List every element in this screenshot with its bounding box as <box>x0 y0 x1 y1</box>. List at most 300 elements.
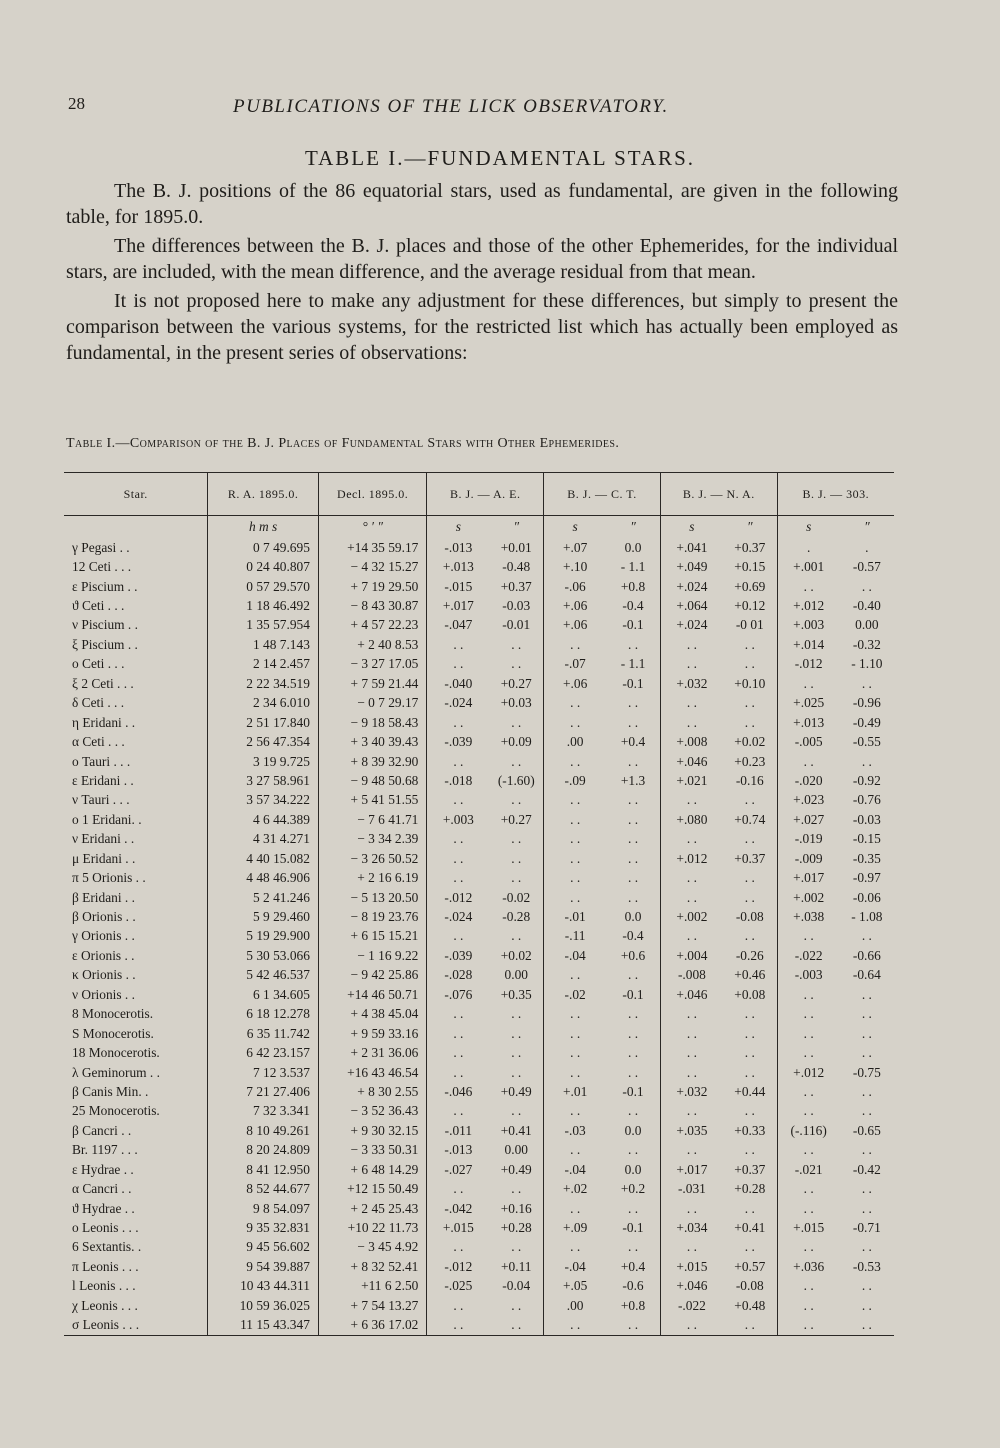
dec-value: − 3 45 4.92 <box>318 1238 426 1257</box>
ae-arcsec: . . <box>511 1297 522 1313</box>
ae-seconds: . . <box>427 1179 490 1198</box>
ct-seconds: +.01 <box>544 1082 607 1101</box>
p303-seconds: +.013 <box>777 713 840 732</box>
na-arcsec: +0.44 <box>734 1083 766 1099</box>
ae-arcsec: +0.27 <box>500 675 532 691</box>
running-title: PUBLICATIONS OF THE LICK OBSERVATORY. <box>233 96 669 117</box>
p303-arcsec: -0.15 <box>852 831 881 847</box>
table-row <box>64 1121 894 1140</box>
table-row <box>64 596 894 615</box>
ra-value: 3 27 58.961 <box>208 771 319 790</box>
p303-arcsec: -0.55 <box>852 734 881 750</box>
na-seconds: +.032 <box>660 1082 723 1101</box>
p303-seconds: +.001 <box>777 557 840 576</box>
p303-arcsec: -0.57 <box>852 559 881 575</box>
p303-arcsec: -0.40 <box>852 598 881 614</box>
p303-seconds: +.012 <box>777 1063 840 1082</box>
ae-arcsec: . . <box>511 870 522 886</box>
star-name: η Eridani . . <box>72 714 136 730</box>
ae-arcsec: 0.00 <box>504 967 528 983</box>
na-arcsec: . . <box>744 1317 755 1333</box>
table-row <box>64 1179 894 1198</box>
ct-arcsec: . . <box>628 967 639 983</box>
running-head <box>68 92 900 122</box>
ct-arcsec: . . <box>628 753 639 769</box>
ae-arcsec: . . <box>511 1006 522 1022</box>
p303-arcsec: . . <box>861 1045 872 1061</box>
p303-seconds: -.005 <box>777 732 840 751</box>
ct-arcsec: . . <box>628 1200 639 1216</box>
ae-seconds: -.015 <box>427 577 490 596</box>
ra-value: 5 42 46.537 <box>208 966 319 985</box>
table-row <box>64 1218 894 1237</box>
p303-arcsec: . . <box>861 1278 872 1294</box>
p303-arcsec: . . <box>861 1025 872 1041</box>
p303-seconds: . . <box>777 927 840 946</box>
ra-value: 5 9 29.460 <box>208 907 319 926</box>
ae-seconds: . . <box>427 1063 490 1082</box>
ra-value: 4 40 15.082 <box>208 849 319 868</box>
na-seconds: +.041 <box>660 538 723 557</box>
na-arcsec: . . <box>744 1200 755 1216</box>
table-row <box>64 732 894 751</box>
p303-arcsec: . . <box>861 1297 872 1313</box>
units-cell: s <box>427 516 490 539</box>
table-row <box>64 1160 894 1179</box>
table-row <box>64 1082 894 1101</box>
ct-arcsec: . . <box>628 1142 639 1158</box>
p303-seconds: +.017 <box>777 868 840 887</box>
na-arcsec: +0.37 <box>734 539 766 555</box>
table-row <box>64 1296 894 1315</box>
star-name: ϑ Hydrae . . <box>72 1200 135 1216</box>
ct-seconds: . . <box>544 791 607 810</box>
ra-value: 0 24 40.807 <box>208 557 319 576</box>
ct-seconds: -.04 <box>544 1257 607 1276</box>
table-row <box>64 888 894 907</box>
ae-arcsec: +0.37 <box>500 578 532 594</box>
ra-value: 6 18 12.278 <box>208 1005 319 1024</box>
na-arcsec: . . <box>744 1064 755 1080</box>
p303-seconds: +.014 <box>777 635 840 654</box>
p303-seconds: +.015 <box>777 1218 840 1237</box>
units-cell: ″ <box>747 519 753 534</box>
dec-value: +12 15 50.49 <box>318 1179 426 1198</box>
na-arcsec: +0.41 <box>734 1220 766 1236</box>
p303-arcsec: -0.32 <box>852 636 881 652</box>
p303-arcsec: -0.66 <box>852 947 881 963</box>
p303-seconds: +.003 <box>777 616 840 635</box>
ct-arcsec: . . <box>628 714 639 730</box>
dec-value: − 3 34 2.39 <box>318 830 426 849</box>
header-bj-ct: B. J. — C. T. <box>544 473 661 516</box>
dec-value: − 9 42 25.86 <box>318 966 426 985</box>
table-row <box>64 616 894 635</box>
ct-arcsec: +0.2 <box>620 1181 646 1197</box>
ct-seconds: . . <box>544 1063 607 1082</box>
star-name: ε Hydrae . . <box>72 1161 134 1177</box>
p303-seconds: -.019 <box>777 830 840 849</box>
dec-value: + 7 19 29.50 <box>318 577 426 596</box>
dec-value: − 1 16 9.22 <box>318 946 426 965</box>
table-row <box>64 868 894 887</box>
ct-seconds: -.04 <box>544 1160 607 1179</box>
ae-seconds: . . <box>427 791 490 810</box>
dec-value: − 3 26 50.52 <box>318 849 426 868</box>
star-name: μ Eridani . . <box>72 850 136 866</box>
ae-arcsec: . . <box>511 1025 522 1041</box>
table-row <box>64 694 894 713</box>
star-name: β Eridani . . <box>72 889 135 905</box>
na-seconds: . . <box>660 655 723 674</box>
ct-seconds: +.09 <box>544 1218 607 1237</box>
p303-arcsec: -0.92 <box>852 772 881 788</box>
ra-value: 1 18 46.492 <box>208 596 319 615</box>
ra-value: 4 48 46.906 <box>208 868 319 887</box>
na-arcsec: . . <box>744 695 755 711</box>
ae-arcsec: . . <box>511 1103 522 1119</box>
p303-seconds: . . <box>777 1024 840 1043</box>
table-row <box>64 1316 894 1336</box>
ra-value: 4 31 4.271 <box>208 830 319 849</box>
na-seconds: +.064 <box>660 596 723 615</box>
ae-arcsec: . . <box>511 1064 522 1080</box>
ae-arcsec: . . <box>511 1045 522 1061</box>
p303-seconds: -.012 <box>777 655 840 674</box>
na-seconds: . . <box>660 635 723 654</box>
table-row <box>64 771 894 790</box>
ct-seconds: +.06 <box>544 674 607 693</box>
na-seconds: -.031 <box>660 1179 723 1198</box>
ct-seconds: . . <box>544 1024 607 1043</box>
ct-seconds: +.06 <box>544 616 607 635</box>
na-arcsec: +0.37 <box>734 1161 766 1177</box>
ct-arcsec: . . <box>628 636 639 652</box>
na-arcsec: . . <box>744 1045 755 1061</box>
p303-arcsec: . . <box>861 1317 872 1333</box>
na-arcsec: . . <box>744 831 755 847</box>
ae-arcsec: +0.49 <box>500 1161 532 1177</box>
na-seconds: . . <box>660 791 723 810</box>
p303-seconds: +.036 <box>777 1257 840 1276</box>
dec-value: − 9 48 50.68 <box>318 771 426 790</box>
comparison-table <box>64 472 894 1336</box>
ae-seconds: +.015 <box>427 1218 490 1237</box>
na-arcsec: +0.57 <box>734 1258 766 1274</box>
star-name: α Cancri . . <box>72 1181 132 1197</box>
p303-arcsec: . . <box>861 928 872 944</box>
p303-seconds: . . <box>777 1141 840 1160</box>
table-row <box>64 538 894 557</box>
dec-value: +14 35 59.17 <box>318 538 426 557</box>
ct-arcsec: -0.1 <box>622 1083 644 1099</box>
dec-value: − 3 33 50.31 <box>318 1141 426 1160</box>
ae-seconds: -.039 <box>427 732 490 751</box>
star-name: κ Orionis . . <box>72 967 136 983</box>
ct-seconds: . . <box>544 830 607 849</box>
p303-seconds: +.025 <box>777 694 840 713</box>
table-row <box>64 752 894 771</box>
ae-seconds: -.024 <box>427 694 490 713</box>
star-name: ε Piscium . . <box>72 578 138 594</box>
ae-arcsec: . . <box>511 1181 522 1197</box>
ra-value: 8 41 12.950 <box>208 1160 319 1179</box>
p303-arcsec: -0.64 <box>852 967 881 983</box>
dec-value: +10 22 11.73 <box>318 1218 426 1237</box>
p303-seconds: . . <box>777 1238 840 1257</box>
ae-arcsec: +0.27 <box>500 811 532 827</box>
dec-value: +11 6 2.50 <box>318 1277 426 1296</box>
dec-value: + 2 31 36.06 <box>318 1043 426 1062</box>
ct-arcsec: . . <box>628 1064 639 1080</box>
p303-seconds: -.020 <box>777 771 840 790</box>
p303-arcsec: . . <box>861 1181 872 1197</box>
p303-seconds: -.009 <box>777 849 840 868</box>
dec-value: + 9 30 32.15 <box>318 1121 426 1140</box>
section-title: TABLE I.—FUNDAMENTAL STARS. <box>304 146 695 170</box>
p303-arcsec: -0.03 <box>852 811 881 827</box>
na-seconds: +.012 <box>660 849 723 868</box>
ae-seconds: . . <box>427 1043 490 1062</box>
header-bj-ae: B. J. — A. E. <box>427 473 544 516</box>
star-name: β Canis Min. . <box>72 1083 149 1099</box>
ct-seconds: . . <box>544 635 607 654</box>
ae-seconds: . . <box>427 927 490 946</box>
star-name: 25 Monocerotis. <box>72 1103 160 1119</box>
header-bj-303: B. J. — 303. <box>777 473 894 516</box>
ct-seconds: . . <box>544 1102 607 1121</box>
ae-seconds: . . <box>427 1316 490 1336</box>
ae-seconds: -.028 <box>427 966 490 985</box>
table-row <box>64 810 894 829</box>
dec-value: + 4 38 45.04 <box>318 1005 426 1024</box>
ct-arcsec: - 1.1 <box>620 559 646 575</box>
na-seconds: . . <box>660 1063 723 1082</box>
ct-seconds: +.10 <box>544 557 607 576</box>
ae-seconds: +.003 <box>427 810 490 829</box>
ae-arcsec: . . <box>511 636 522 652</box>
ct-arcsec: . . <box>628 695 639 711</box>
ct-seconds: . . <box>544 752 607 771</box>
ra-value: 9 35 32.831 <box>208 1218 319 1237</box>
p303-seconds: . . <box>777 1102 840 1121</box>
na-seconds: +.015 <box>660 1257 723 1276</box>
ra-value: 6 1 34.605 <box>208 985 319 1004</box>
dec-value: − 5 13 20.50 <box>318 888 426 907</box>
na-arcsec: +0.46 <box>734 967 766 983</box>
table-row <box>64 946 894 965</box>
p303-seconds: . <box>777 538 840 557</box>
p303-seconds: . . <box>777 1199 840 1218</box>
dec-value: + 2 40 8.53 <box>318 635 426 654</box>
ct-seconds: -.11 <box>544 927 607 946</box>
na-arcsec: +0.74 <box>734 811 766 827</box>
ae-arcsec: -0.02 <box>502 889 531 905</box>
ct-seconds: .00 <box>544 1296 607 1315</box>
table-body <box>64 516 894 1336</box>
na-seconds: . . <box>660 713 723 732</box>
ct-seconds: -.01 <box>544 907 607 926</box>
na-arcsec: . . <box>744 1006 755 1022</box>
ae-seconds: -.011 <box>427 1121 490 1140</box>
dec-value: +16 43 46.54 <box>318 1063 426 1082</box>
na-arcsec: . . <box>744 1239 755 1255</box>
p303-seconds: +.027 <box>777 810 840 829</box>
star-name: S Monocerotis. <box>72 1025 154 1041</box>
ae-seconds: -.076 <box>427 985 490 1004</box>
dec-value: + 2 16 6.19 <box>318 868 426 887</box>
units-cell: h m s <box>208 516 319 539</box>
table-row <box>64 635 894 654</box>
ae-arcsec: +0.16 <box>500 1200 532 1216</box>
na-arcsec: -0 01 <box>735 617 764 633</box>
ae-seconds: . . <box>427 635 490 654</box>
p303-arcsec: . . <box>861 753 872 769</box>
na-arcsec: +0.33 <box>734 1122 766 1138</box>
ra-value: 3 19 9.725 <box>208 752 319 771</box>
ae-arcsec: . . <box>511 1239 522 1255</box>
ct-seconds: . . <box>544 810 607 829</box>
ra-value: 0 7 49.695 <box>208 538 319 557</box>
na-seconds: . . <box>660 1005 723 1024</box>
ra-value: 8 52 44.677 <box>208 1179 319 1198</box>
ae-seconds: -.047 <box>427 616 490 635</box>
na-seconds: +.034 <box>660 1218 723 1237</box>
p303-arcsec: . <box>865 539 869 555</box>
p303-arcsec: . . <box>861 1006 872 1022</box>
ra-value: 5 2 41.246 <box>208 888 319 907</box>
page-number: 28 <box>68 94 85 113</box>
na-arcsec: . . <box>744 1025 755 1041</box>
ae-arcsec: +0.35 <box>500 986 532 1002</box>
ae-arcsec: . . <box>511 656 522 672</box>
header-row <box>64 473 894 516</box>
intro-text <box>66 178 898 369</box>
ct-seconds: . . <box>544 1043 607 1062</box>
star-name: 6 Sextantis. . <box>72 1239 142 1255</box>
star-name: λ Geminorum . . <box>72 1064 160 1080</box>
p303-arcsec: . . <box>861 675 872 691</box>
dec-value: + 6 48 14.29 <box>318 1160 426 1179</box>
ct-seconds: -.07 <box>544 655 607 674</box>
ae-seconds: . . <box>427 1238 490 1257</box>
star-name: β Cancri . . <box>72 1122 132 1138</box>
star-name: ο Ceti . . . <box>72 656 125 672</box>
na-seconds: +.046 <box>660 985 723 1004</box>
table-caption: Table I.—Comparison of the B. J. Places of Fundamental Stars with Other Ephemerides. <box>66 436 620 451</box>
units-row <box>64 516 894 539</box>
p303-arcsec: -0.96 <box>852 695 881 711</box>
ct-seconds: . . <box>544 1199 607 1218</box>
ra-value: 1 35 57.954 <box>208 616 319 635</box>
ra-value: 4 6 44.389 <box>208 810 319 829</box>
ct-arcsec: . . <box>628 831 639 847</box>
dec-value: + 4 57 22.23 <box>318 616 426 635</box>
units-cell <box>64 516 208 539</box>
table-row <box>64 1257 894 1276</box>
na-arcsec: . . <box>744 870 755 886</box>
table-row <box>64 1102 894 1121</box>
table-row <box>64 830 894 849</box>
ct-seconds: -.06 <box>544 577 607 596</box>
star-name: π Leonis . . . <box>72 1258 139 1274</box>
ra-value: 2 14 2.457 <box>208 655 319 674</box>
p303-arcsec: . . <box>861 986 872 1002</box>
dec-value: + 8 30 2.55 <box>318 1082 426 1101</box>
paragraph: The differences between the B. J. places and those of the other Ephemerides, for the individual stars, are included, with the mean difference, and the average residual from that mean. <box>66 235 898 283</box>
ae-arcsec: -0.03 <box>502 598 531 614</box>
ct-arcsec: . . <box>628 792 639 808</box>
ae-arcsec: (-1.60) <box>497 772 535 788</box>
ct-arcsec: -0.4 <box>622 928 644 944</box>
na-arcsec: +0.08 <box>734 986 766 1002</box>
ae-arcsec: +0.09 <box>500 734 532 750</box>
p303-seconds: +.012 <box>777 596 840 615</box>
ra-value: 8 10 49.261 <box>208 1121 319 1140</box>
p303-arcsec: -0.42 <box>852 1161 881 1177</box>
table-row <box>64 849 894 868</box>
star-name: 12 Ceti . . . <box>72 559 132 575</box>
ae-seconds: . . <box>427 830 490 849</box>
ct-arcsec: -0.1 <box>622 986 644 1002</box>
units-cell: s <box>777 516 840 539</box>
header-star: Star. <box>64 473 208 516</box>
dec-value: + 7 59 21.44 <box>318 674 426 693</box>
na-seconds: +.024 <box>660 616 723 635</box>
na-arcsec: -0.08 <box>735 909 764 925</box>
ct-arcsec: . . <box>628 889 639 905</box>
p303-seconds: . . <box>777 1043 840 1062</box>
table-row <box>64 1043 894 1062</box>
header-bj-na: B. J. — N. A. <box>660 473 777 516</box>
ct-arcsec: . . <box>628 870 639 886</box>
dec-value: − 4 32 15.27 <box>318 557 426 576</box>
ra-value: 2 56 47.354 <box>208 732 319 751</box>
star-name: 8 Monocerotis. <box>72 1006 154 1022</box>
p303-arcsec: . . <box>861 1200 872 1216</box>
ct-seconds: -.09 <box>544 771 607 790</box>
ae-seconds: . . <box>427 849 490 868</box>
ae-seconds: . . <box>427 1296 490 1315</box>
na-arcsec: . . <box>744 656 755 672</box>
ra-value: 9 54 39.887 <box>208 1257 319 1276</box>
p303-seconds: . . <box>777 1082 840 1101</box>
na-seconds: +.008 <box>660 732 723 751</box>
table-row <box>64 1024 894 1043</box>
star-name: ϑ Ceti . . . <box>72 598 125 614</box>
p303-seconds: . . <box>777 1316 840 1336</box>
ae-arcsec: . . <box>511 714 522 730</box>
na-arcsec: . . <box>744 636 755 652</box>
ae-seconds: -.024 <box>427 907 490 926</box>
na-seconds: +.049 <box>660 557 723 576</box>
ra-value: 10 43 44.311 <box>208 1277 319 1296</box>
paragraph: It is not proposed here to make any adjustment for these differences, but simply to present the comparison between the various systems, for the restricted list which has actually been employed as fundamental, in the present series of observations: <box>66 290 898 364</box>
dec-value: − 8 19 23.76 <box>318 907 426 926</box>
ae-arcsec: +0.02 <box>500 947 532 963</box>
star-name: ε Orionis . . <box>72 947 135 963</box>
ae-arcsec: -0.04 <box>502 1278 531 1294</box>
table-row <box>64 1141 894 1160</box>
ct-arcsec: 0.0 <box>624 539 642 555</box>
ct-arcsec: +0.6 <box>620 947 646 963</box>
ae-arcsec: . . <box>511 1317 522 1333</box>
na-seconds: +.046 <box>660 752 723 771</box>
table-row <box>64 1277 894 1296</box>
ae-arcsec: . . <box>511 928 522 944</box>
ct-arcsec: . . <box>628 1239 639 1255</box>
ae-seconds: . . <box>427 752 490 771</box>
